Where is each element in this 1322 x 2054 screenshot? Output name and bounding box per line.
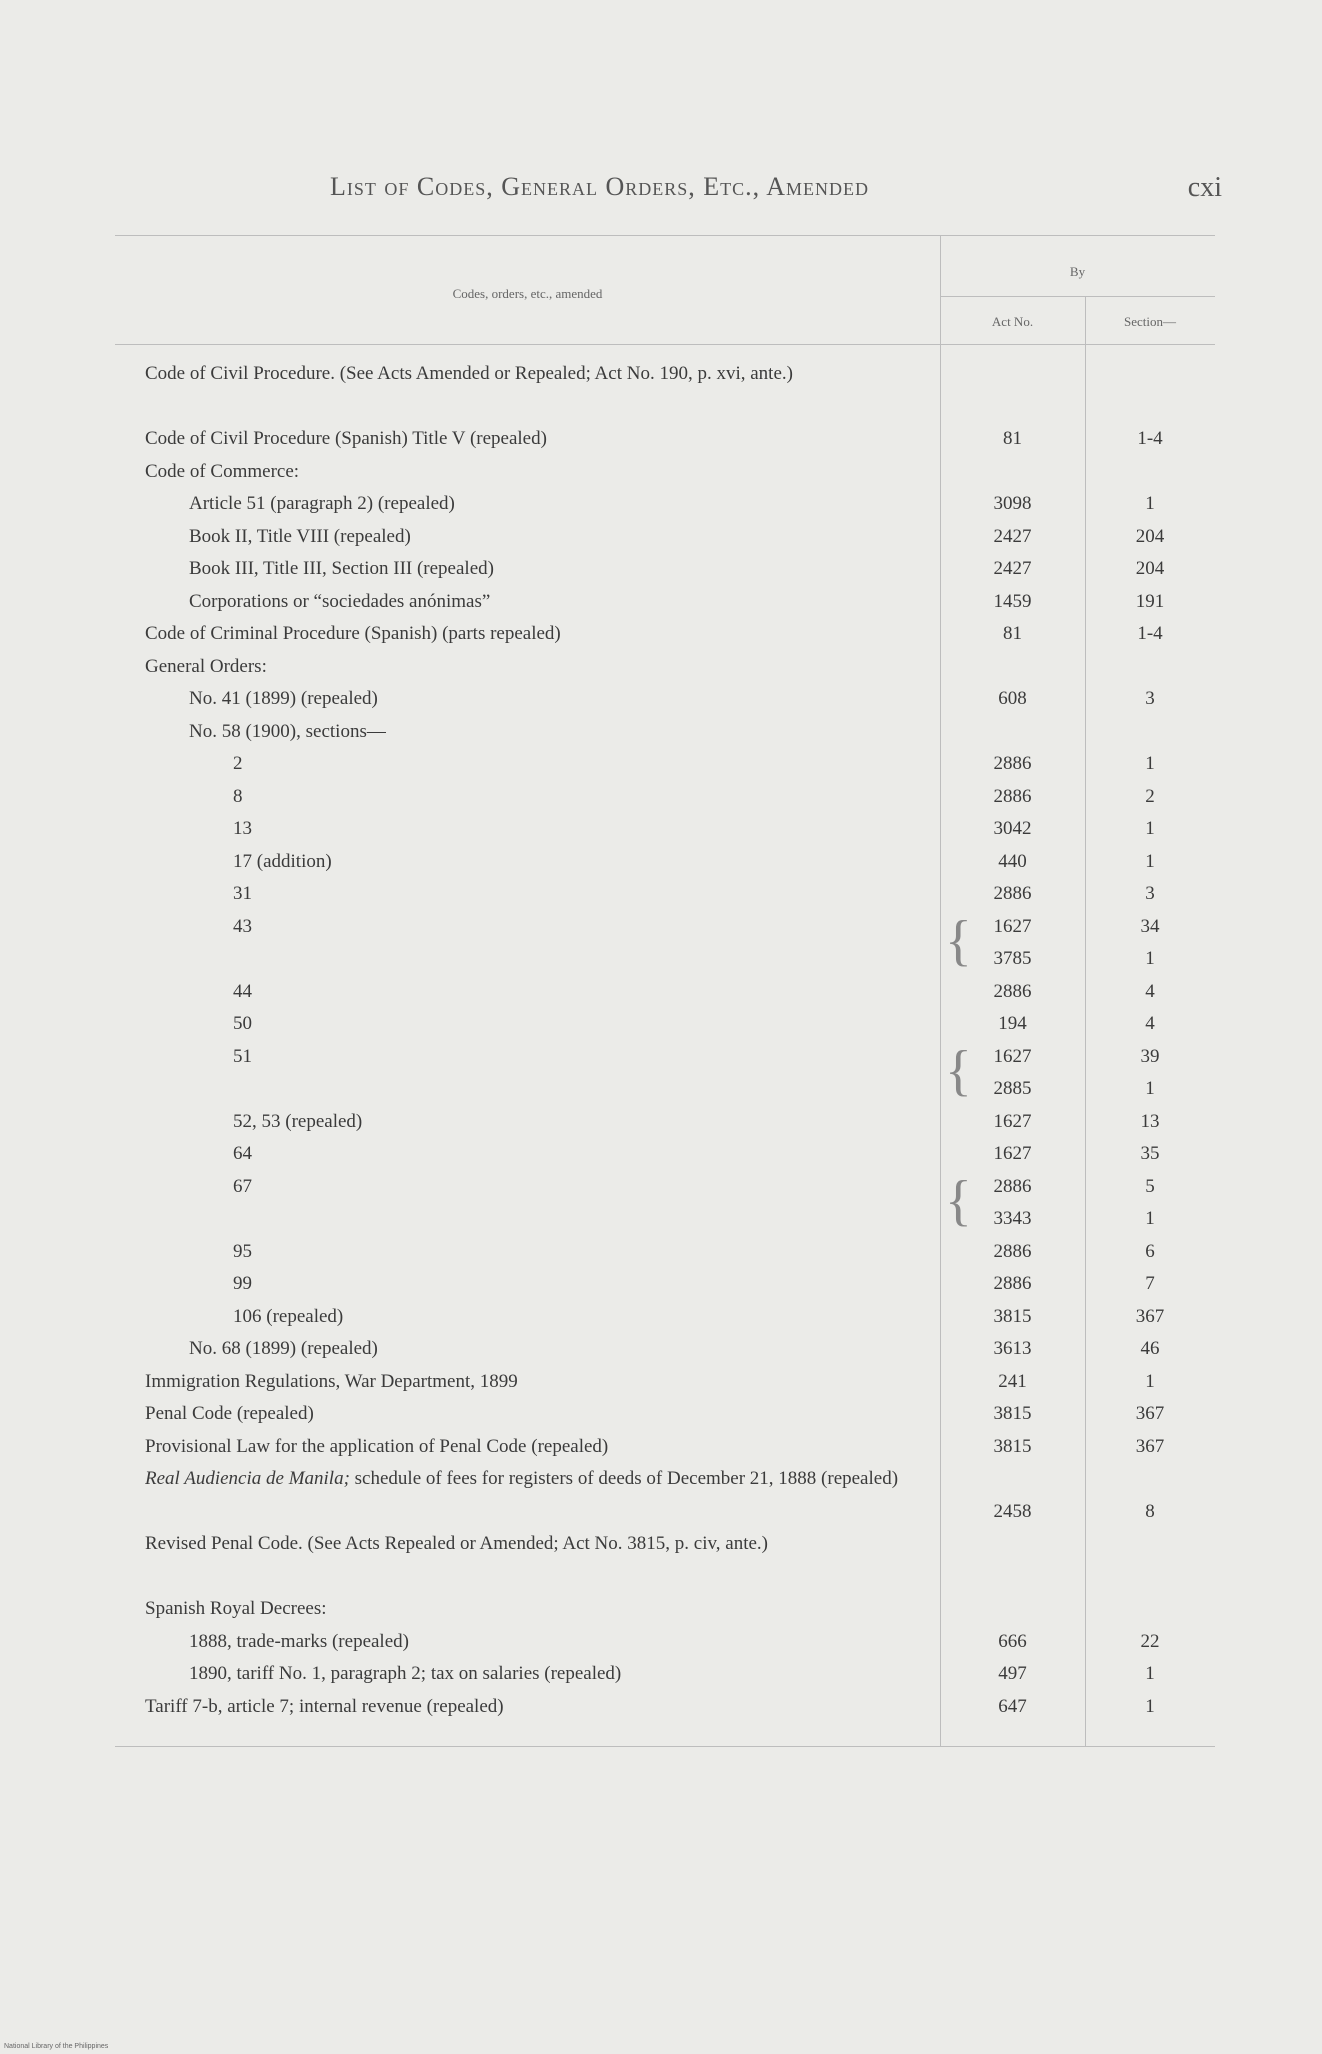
table-row bbox=[115, 1691, 1215, 1724]
column-header-section: Section— bbox=[1124, 314, 1176, 329]
act-number: 81 bbox=[1003, 623, 1022, 644]
act-number: 194 bbox=[998, 1013, 1027, 1034]
section-number: 6 bbox=[1145, 1240, 1155, 1262]
header-divider bbox=[940, 296, 1215, 297]
act-number: 2886 bbox=[993, 1273, 1032, 1294]
act-number: 2886 bbox=[993, 1175, 1032, 1197]
section-number: 1 bbox=[1145, 1208, 1155, 1229]
column-header-by: By bbox=[1069, 264, 1086, 279]
table-row bbox=[115, 1268, 1215, 1301]
act-number: 2886 bbox=[993, 785, 1032, 807]
act-number: 3098 bbox=[993, 493, 1032, 514]
entry-text: Code of Criminal Procedure (Spanish) (parts repealed) bbox=[145, 623, 561, 644]
table-row bbox=[115, 748, 1215, 781]
section-number: 1 bbox=[1145, 753, 1155, 774]
act-number: 2458 bbox=[993, 1500, 1032, 1522]
act-number: 666 bbox=[998, 1630, 1027, 1652]
act-number: 2886 bbox=[993, 753, 1032, 774]
act-number: 3815 bbox=[993, 1403, 1032, 1424]
section-number: 1 bbox=[1145, 818, 1155, 839]
act-number: 2886 bbox=[993, 1240, 1032, 1262]
act-number: 2886 bbox=[993, 883, 1032, 904]
act-number: 241 bbox=[998, 1370, 1027, 1392]
act-number: 3785 bbox=[993, 948, 1032, 969]
table-row bbox=[115, 1366, 1215, 1399]
section-number: 46 bbox=[1140, 1338, 1160, 1359]
section-number: 367 bbox=[1135, 1305, 1165, 1327]
entry-text: 8 bbox=[233, 785, 243, 807]
entry-text: 67 bbox=[233, 1175, 252, 1197]
brace-icon: { bbox=[945, 1169, 972, 1232]
act-number: 3042 bbox=[993, 818, 1032, 839]
entry-text: 106 (repealed) bbox=[233, 1305, 344, 1327]
section-number: 35 bbox=[1140, 1143, 1160, 1164]
table-row bbox=[115, 1301, 1215, 1334]
entry-text: 51 bbox=[233, 1045, 252, 1067]
act-number: 81 bbox=[1003, 428, 1022, 449]
entry-text: 50 bbox=[233, 1013, 252, 1034]
act-number: 3343 bbox=[993, 1208, 1032, 1229]
entry-text-rest: schedule of fees for registers of deeds of December 21, 1888 (repealed) bbox=[354, 1468, 899, 1489]
table-row bbox=[115, 456, 1215, 489]
entry-text: No. 68 (1899) (repealed) bbox=[189, 1338, 378, 1359]
table-row bbox=[115, 1333, 1215, 1366]
footer-credit: National Library of the Philippines bbox=[4, 2043, 109, 2050]
entry-italic: Real Audiencia de Manila; bbox=[145, 1468, 350, 1489]
table-row bbox=[115, 651, 1215, 684]
table-row bbox=[115, 911, 1215, 976]
entry-text bbox=[145, 1463, 935, 1496]
table-row bbox=[115, 1658, 1215, 1691]
act-number: 3815 bbox=[993, 1305, 1032, 1327]
section-number: 3 bbox=[1145, 688, 1155, 709]
section-number: 204 bbox=[1135, 525, 1165, 547]
page-number: cxi bbox=[1187, 172, 1222, 203]
table-row bbox=[115, 423, 1215, 456]
table-row bbox=[115, 618, 1215, 651]
section-number: 2 bbox=[1145, 785, 1155, 807]
section-number: 5 bbox=[1145, 1175, 1155, 1197]
entry-text: 43 bbox=[233, 915, 252, 937]
section-number: 1 bbox=[1145, 1663, 1155, 1684]
section-number: 13 bbox=[1140, 1110, 1160, 1132]
act-number: 1459 bbox=[993, 590, 1032, 612]
section-number: 367 bbox=[1135, 1435, 1165, 1457]
entry-text: 52, 53 (repealed) bbox=[233, 1110, 363, 1132]
section-number: 1 bbox=[1145, 1370, 1155, 1392]
entry-text: No. 58 (1900), sections— bbox=[189, 720, 386, 742]
table-row bbox=[115, 586, 1215, 619]
entry-text: Book II, Title VIII (repealed) bbox=[189, 525, 411, 547]
table-row bbox=[115, 1626, 1215, 1659]
entry-text: Code of Civil Procedure. (See Acts Amended or Repealed; Act No. 190, p. xvi, ante.) bbox=[145, 363, 793, 384]
entry-text: Corporations or “sociedades anónimas” bbox=[189, 590, 491, 612]
section-number: 1-4 bbox=[1137, 623, 1163, 644]
act-number: 647 bbox=[998, 1695, 1027, 1717]
act-number: 440 bbox=[998, 850, 1027, 872]
table-row bbox=[115, 1171, 1215, 1236]
table-row bbox=[115, 553, 1215, 586]
table-row bbox=[115, 1138, 1215, 1171]
amendments-table bbox=[115, 235, 1215, 1747]
page-title: List of Codes, General Orders, Etc., Amended bbox=[330, 172, 870, 201]
entry-text: 17 (addition) bbox=[233, 850, 332, 872]
section-number: 4 bbox=[1145, 980, 1155, 1002]
entry-text: Immigration Regulations, War Department, 1899 bbox=[145, 1370, 518, 1392]
table-row bbox=[115, 1528, 1215, 1593]
table-row bbox=[115, 683, 1215, 716]
table-body bbox=[115, 358, 1215, 1723]
section-number: 3 bbox=[1145, 883, 1155, 904]
act-number: 3613 bbox=[993, 1338, 1032, 1359]
act-number: 1627 bbox=[993, 1143, 1032, 1164]
section-number: 204 bbox=[1135, 558, 1165, 579]
entry-text: Penal Code (repealed) bbox=[145, 1403, 314, 1424]
page-header bbox=[0, 172, 1322, 212]
table-row bbox=[115, 976, 1215, 1009]
act-number: 1627 bbox=[993, 1110, 1032, 1132]
table-row bbox=[115, 1431, 1215, 1464]
entry-text: Code of Civil Procedure (Spanish) Title V (repealed) bbox=[145, 428, 547, 449]
table-row bbox=[115, 813, 1215, 846]
entry-text: General Orders: bbox=[145, 655, 267, 677]
act-number: 2427 bbox=[993, 525, 1032, 547]
brace-icon: { bbox=[945, 909, 972, 972]
table-row bbox=[115, 358, 1215, 423]
table-row bbox=[115, 1463, 1215, 1528]
table-row bbox=[115, 521, 1215, 554]
section-number: 1-4 bbox=[1137, 428, 1163, 449]
entry-text: Provisional Law for the application of Penal Code (repealed) bbox=[145, 1435, 609, 1457]
table-row bbox=[115, 488, 1215, 521]
entry-text: Revised Penal Code. (See Acts Repealed or Amended; Act No. 3815, p. civ, ante.) bbox=[145, 1533, 768, 1554]
section-number: 34 bbox=[1140, 915, 1160, 937]
section-number: 1 bbox=[1145, 948, 1155, 969]
table-row bbox=[115, 1008, 1215, 1041]
table-row bbox=[115, 1236, 1215, 1269]
entry-text: 44 bbox=[233, 980, 252, 1002]
table-row bbox=[115, 781, 1215, 814]
entry-text: 64 bbox=[233, 1143, 252, 1164]
section-number: 8 bbox=[1145, 1500, 1155, 1522]
section-number: 191 bbox=[1135, 590, 1165, 612]
section-number: 1 bbox=[1145, 1695, 1155, 1717]
section-number: 7 bbox=[1145, 1273, 1155, 1294]
entry-text: Article 51 (paragraph 2) (repealed) bbox=[189, 493, 455, 514]
section-number: 22 bbox=[1140, 1630, 1160, 1652]
act-number: 497 bbox=[998, 1663, 1027, 1684]
table-row bbox=[115, 878, 1215, 911]
section-number: 1 bbox=[1145, 1078, 1155, 1099]
act-number: 608 bbox=[998, 688, 1027, 709]
table-row bbox=[115, 1398, 1215, 1431]
table-row bbox=[115, 846, 1215, 879]
entry-text: 1890, tariff No. 1, paragraph 2; tax on salaries (repealed) bbox=[189, 1663, 622, 1684]
table-row bbox=[115, 716, 1215, 749]
entry-text: No. 41 (1899) (repealed) bbox=[189, 688, 378, 709]
section-number: 1 bbox=[1145, 493, 1155, 514]
entry-text: 99 bbox=[233, 1273, 252, 1294]
entry-text: Book III, Title III, Section III (repealed) bbox=[189, 558, 494, 579]
act-number: 3815 bbox=[993, 1435, 1032, 1457]
entry-text: 31 bbox=[233, 883, 252, 904]
act-number: 2427 bbox=[993, 558, 1032, 579]
table-row bbox=[115, 1593, 1215, 1626]
table-row bbox=[115, 1106, 1215, 1139]
section-number: 39 bbox=[1140, 1045, 1160, 1067]
section-number: 367 bbox=[1135, 1403, 1165, 1424]
section-number: 4 bbox=[1145, 1013, 1155, 1034]
entry-text: 2 bbox=[233, 753, 243, 774]
act-number: 2885 bbox=[993, 1078, 1032, 1099]
entry-text: Code of Commerce: bbox=[145, 460, 300, 482]
act-number: 1627 bbox=[993, 1045, 1032, 1067]
column-header-act: Act No. bbox=[991, 314, 1034, 329]
entry-text: Spanish Royal Decrees: bbox=[145, 1598, 327, 1619]
table-row bbox=[115, 1041, 1215, 1106]
entry-text: 1888, trade-marks (repealed) bbox=[189, 1630, 409, 1652]
act-number: 1627 bbox=[993, 915, 1032, 937]
section-number: 1 bbox=[1145, 850, 1155, 872]
brace-icon: { bbox=[945, 1039, 972, 1102]
entry-text: Tariff 7-b, article 7; internal revenue (repealed) bbox=[145, 1695, 504, 1717]
header-divider bbox=[115, 344, 1215, 345]
entry-text: 95 bbox=[233, 1240, 252, 1262]
act-number: 2886 bbox=[993, 980, 1032, 1002]
column-header-codes: Codes, orders, etc., amended bbox=[452, 286, 603, 301]
entry-text: 13 bbox=[233, 818, 252, 839]
